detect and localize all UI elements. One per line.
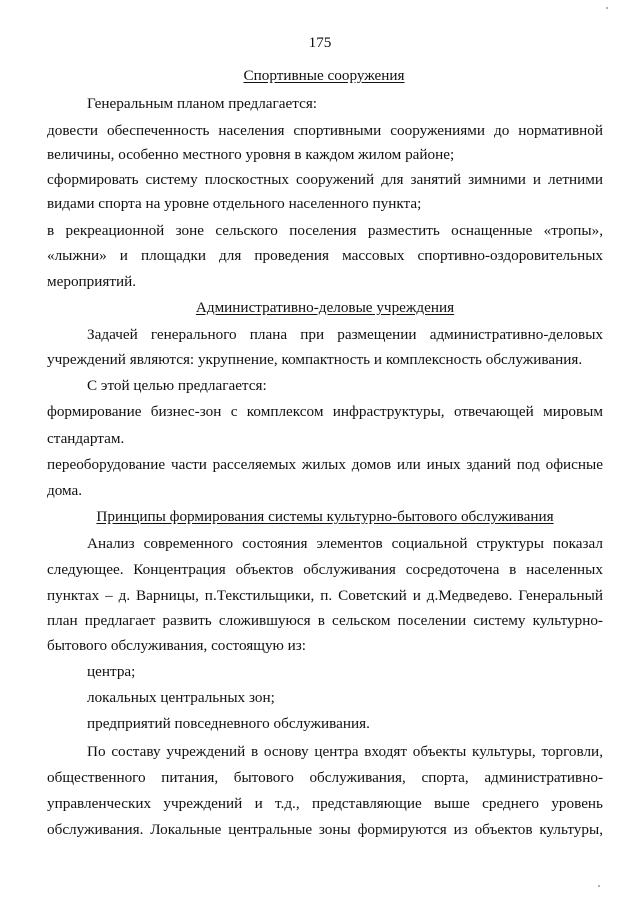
paragraph-line: видами спорта на уровне отдельного населенного пункта; — [47, 195, 422, 212]
paragraph-line: формирование бизнес-зон с комплексом инфраструктуры, отвечающей мировым — [47, 403, 603, 420]
paragraph-line: пунктах – д. Варницы, п.Текстильщики, п. Советский и д.Медведево. Генеральный — [47, 587, 603, 604]
scan-speck — [598, 885, 600, 887]
section-heading-sports: Спортивные сооружения — [243, 67, 405, 84]
list-item: центра; — [87, 663, 136, 680]
paragraph-line: величины, особенно местного уровня в каждом жилом районе; — [47, 146, 455, 163]
paragraph-line: довести обеспеченность населения спортивными сооружениями до нормативной — [47, 122, 603, 139]
paragraph-line: в рекреационной зоне сельского поселения разместить оснащенные «тропы», — [47, 222, 603, 239]
list-item: локальных центральных зон; — [87, 689, 275, 706]
paragraph-line: С этой целью предлагается: — [87, 377, 267, 394]
paragraph-line: Генеральным планом предлагается: — [87, 95, 318, 112]
scan-speck — [606, 7, 608, 9]
page-number: 175 — [308, 34, 332, 51]
paragraph-line: Задачей генерального плана при размещении административно-деловых — [87, 326, 603, 343]
section-heading-principles: Принципы формирования системы культурно-бытового обслуживания — [96, 508, 554, 525]
paragraph-line: Анализ современного состояния элементов социальной структуры показал — [87, 535, 603, 552]
paragraph-line: следующее. Концентрация объектов обслуживания сосредоточена в населенных — [47, 561, 603, 578]
section-heading-administrative: Административно-деловые учреждения — [195, 299, 455, 316]
paragraph-line: управленческих учреждений и т.д., представляющие выше среднего уровень — [47, 795, 603, 812]
paragraph-line: переоборудование части расселяемых жилых домов или иных зданий под офисные — [47, 456, 603, 473]
paragraph-line: обслуживания. Локальные центральные зоны формируются из объектов культуры, — [47, 821, 603, 838]
paragraph-line: По составу учреждений в основу центра входят объекты культуры, торговли, — [87, 743, 603, 760]
paragraph-line: дома. — [47, 482, 83, 499]
paragraph-line: стандартам. — [47, 430, 125, 447]
paragraph-line: бытового обслуживания, состоящую из: — [47, 637, 307, 654]
paragraph-line: сформировать систему плоскостных сооружений для занятий зимними и летними — [47, 171, 603, 188]
paragraph-line: «лыжни» и площадки для проведения массовых спортивно-оздоровительных — [47, 247, 603, 264]
paragraph-line: учреждений являются: укрупнение, компактность и комплексность обслуживания. — [47, 351, 583, 368]
paragraph-line: мероприятий. — [47, 273, 137, 290]
paragraph-line: план предлагает развить сложившуюся в сельском поселении систему культурно- — [47, 612, 603, 629]
paragraph-line: общественного питания, бытового обслуживания, спорта, административно- — [47, 769, 603, 786]
list-item: предприятий повседневного обслуживания. — [87, 715, 370, 732]
